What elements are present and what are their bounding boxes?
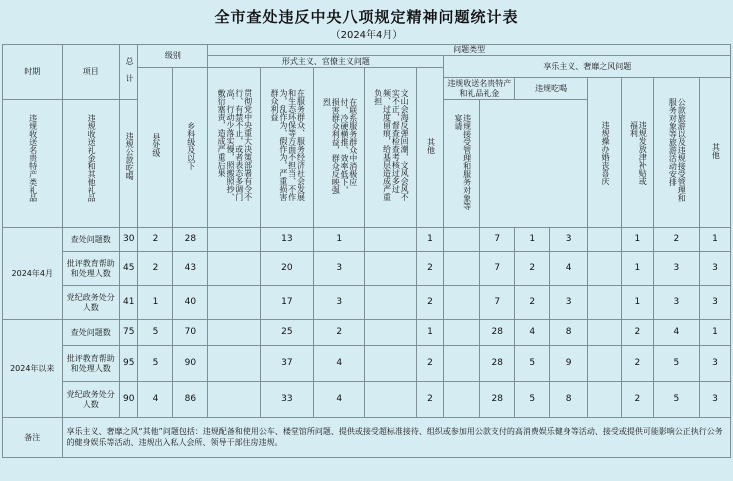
cell: 2 (138, 228, 173, 252)
cell (208, 228, 260, 252)
cell (444, 252, 480, 286)
cell: 2 (653, 228, 699, 252)
cell: 25 (260, 320, 313, 346)
cell: 17 (260, 286, 313, 320)
header-formalism-4: 文山会海反弹回潮，文风会风不实不正，督查检查考核过多过频、过度留痕，给基层造成严重负担 (365, 68, 416, 228)
cell: 2 (416, 382, 444, 418)
header-hedonism-5: 违规操办婚丧喜庆 (588, 78, 622, 228)
cell (208, 382, 260, 418)
header-hedonism-eat: 违规吃喝 (515, 78, 588, 100)
cell: 1 (515, 228, 550, 252)
cell: 4 (314, 346, 365, 382)
cell (365, 252, 416, 286)
row-item: 批评教育帮助和处理人数 (62, 252, 119, 286)
cell: 7 (480, 286, 515, 320)
cell: 40 (173, 286, 208, 320)
cell: 2 (515, 252, 550, 286)
cell: 4 (515, 320, 550, 346)
cell: 30 (120, 228, 138, 252)
cell: 7 (480, 228, 515, 252)
cell: 5 (653, 382, 699, 418)
header-level-county: 县处级 (138, 68, 173, 228)
header-hedonism: 享乐主义、奢靡之风问题 (444, 56, 731, 78)
cell: 37 (260, 346, 313, 382)
row-item: 党纪政务处分人数 (62, 286, 119, 320)
cell: 2 (416, 346, 444, 382)
period-cell: 2024年4月 (3, 228, 63, 320)
header-hedonism-3: 违规公款吃喝 (120, 100, 138, 228)
cell: 4 (314, 382, 365, 418)
cell (365, 286, 416, 320)
cell (365, 382, 416, 418)
cell: 9 (550, 346, 588, 382)
table-row (3, 382, 731, 418)
cell: 45 (120, 252, 138, 286)
cell (588, 286, 622, 320)
cell: 8 (550, 320, 588, 346)
header-period: 时期 (3, 45, 63, 100)
header-level: 级别 (138, 45, 208, 68)
header-hedonism-1: 违规收送名贵特产类礼品 (3, 100, 63, 228)
cell: 3 (550, 286, 588, 320)
header-hedonism-other: 其他 (700, 78, 731, 228)
cell: 95 (120, 346, 138, 382)
cell: 8 (550, 382, 588, 418)
cell (588, 346, 622, 382)
cell (444, 346, 480, 382)
cell: 13 (260, 228, 313, 252)
period-cell: 2024年以来 (3, 320, 63, 418)
cell: 41 (120, 286, 138, 320)
header-hedonism-7: 公款旅游以及违规接受管理和服务对象等旅游活动安排 (653, 78, 699, 228)
cell (365, 228, 416, 252)
cell: 20 (260, 252, 313, 286)
cell: 2 (622, 346, 654, 382)
row-item: 批评教育帮助和处理人数 (62, 346, 119, 382)
header-hedonism-6: 违规发放津补贴或福利 (622, 78, 654, 228)
cell (444, 382, 480, 418)
table-row (3, 228, 731, 252)
table-row (3, 346, 731, 382)
cell: 3 (550, 228, 588, 252)
cell: 3 (700, 286, 731, 320)
cell (208, 346, 260, 382)
cell: 28 (480, 382, 515, 418)
cell: 1 (622, 252, 654, 286)
cell: 2 (622, 382, 654, 418)
header-formalism-other: 其他 (416, 68, 444, 228)
table-row (3, 252, 731, 286)
cell (365, 320, 416, 346)
cell: 28 (480, 320, 515, 346)
cell: 2 (416, 286, 444, 320)
cell: 1 (700, 228, 731, 252)
header-formalism-2: 在服务群众、服务经济社会发展和生态环保等方面不担当、不作为，乱作为、假作为，严重损害群众利益 (260, 68, 313, 228)
row-item: 查处问题数 (62, 320, 119, 346)
cell: 7 (480, 252, 515, 286)
cell: 5 (138, 346, 173, 382)
page-subtitle: （2024年4月） (330, 30, 403, 41)
remark-text: 享乐主义、奢靡之风“其他”问题包括：违规配备和使用公车、楼堂馆所问题、提供或接受超标准接待、组织或参加用公款支付的高消费娱乐健身等活动、接受或提供可能影响公正执行公务的健身娱乐等活动、违规出入私人会所、领导干部住房违规。 (62, 418, 730, 458)
cell: 2 (314, 320, 365, 346)
cell: 90 (120, 382, 138, 418)
header-problem-type: 问题类型 (208, 45, 731, 56)
header-hedonism-gifts: 违规收送名贵特产和礼品礼金 (444, 78, 515, 100)
cell: 86 (173, 382, 208, 418)
table-row (3, 286, 731, 320)
cell: 5 (515, 346, 550, 382)
cell: 1 (622, 286, 654, 320)
cell: 2 (515, 286, 550, 320)
cell (208, 320, 260, 346)
cell: 33 (260, 382, 313, 418)
cell: 28 (480, 346, 515, 382)
cell: 3 (700, 382, 731, 418)
cell (208, 286, 260, 320)
cell (208, 252, 260, 286)
header-hedonism-4: 违规接受管理和服务对象等宴请 (444, 100, 480, 228)
cell: 5 (653, 346, 699, 382)
cell: 1 (416, 320, 444, 346)
stats-table (2, 44, 731, 458)
cell: 3 (700, 252, 731, 286)
page-title: 全市查处违反中央八项规定精神问题统计表 (214, 8, 519, 26)
cell (588, 228, 622, 252)
cell (444, 320, 480, 346)
cell: 43 (173, 252, 208, 286)
row-item: 党纪政务处分人数 (62, 382, 119, 418)
cell: 5 (138, 320, 173, 346)
cell (588, 252, 622, 286)
cell (444, 286, 480, 320)
cell: 1 (700, 320, 731, 346)
cell: 90 (173, 346, 208, 382)
header-item: 项目 (62, 45, 119, 100)
remark-row (3, 418, 731, 458)
row-item: 查处问题数 (62, 228, 119, 252)
header-formalism-3: 在联系服务群众中消极应付、冷硬横推、效率低下，损害群众利益，群众反映强烈 (314, 68, 365, 228)
cell (588, 382, 622, 418)
header-formalism: 形式主义、官僚主义问题 (208, 56, 444, 68)
cell: 5 (515, 382, 550, 418)
cell: 1 (416, 228, 444, 252)
cell: 2 (622, 320, 654, 346)
cell: 3 (700, 346, 731, 382)
cell: 2 (416, 252, 444, 286)
header-formalism-1: 贯彻党中央重大决策部署有令不行、有禁不止，或者表态多调门高、行动少落实慢，照搬照抄、敷衍塞责，造成严重后果 (208, 68, 260, 228)
header-total: 总 计 (120, 45, 138, 100)
cell: 3 (653, 252, 699, 286)
cell: 3 (314, 286, 365, 320)
cell: 2 (138, 252, 173, 286)
cell: 4 (138, 382, 173, 418)
cell (444, 228, 480, 252)
cell: 1 (138, 286, 173, 320)
cell: 4 (653, 320, 699, 346)
cell: 1 (622, 228, 654, 252)
cell: 4 (550, 252, 588, 286)
cell: 3 (653, 286, 699, 320)
cell: 1 (314, 228, 365, 252)
header-level-town: 乡科级及以下 (173, 68, 208, 228)
cell (365, 346, 416, 382)
cell: 28 (173, 228, 208, 252)
cell: 70 (173, 320, 208, 346)
header-hedonism-2: 违规收送礼金和其他礼品 (62, 100, 119, 228)
cell (588, 320, 622, 346)
table-row (3, 320, 731, 346)
cell: 3 (314, 252, 365, 286)
cell: 75 (120, 320, 138, 346)
remark-label: 备注 (3, 418, 63, 458)
